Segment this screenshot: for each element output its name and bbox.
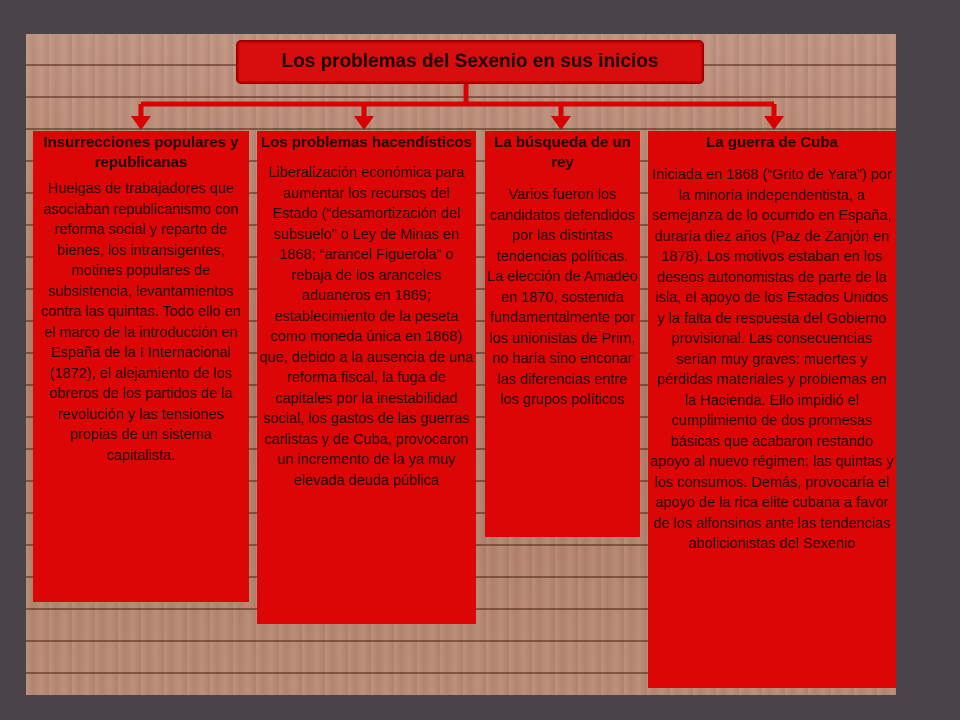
column-cuba [648, 131, 896, 688]
column-hacienda [257, 131, 476, 624]
column-body: Liberalización económica para aumentar los recursos del Estado (“desamortización del subsuelo” o Ley de Minas en 1868; “arancel Figuerola” o rebaja de los aranceles aduaneros en 1869; establecimiento de la peseta como moneda única en 1868) que, debido a la ausencia de una reforma fiscal, la fuga de capitales por la inestabilidad social, los gastos de las guerras carlistas y de Cuba, provocaron un incremento de la ya muy elevada deuda pública [259, 165, 474, 489]
arrowhead [764, 116, 784, 130]
column-heading: La guerra de Cuba [706, 134, 838, 151]
column-rey [485, 131, 640, 537]
column-heading: La búsqueda de un rey [494, 134, 631, 171]
arrowhead [551, 116, 571, 130]
diagram-title [236, 40, 704, 84]
column-body: Varios fueron los candidatos defendidos por las distintas tendencias políticas. La elección de Amadeo en 1870, sostenida fundamentalmente por los unionistas de Prim, no haría sino enconar las diferencias entre los grupos políticos [487, 187, 638, 408]
column-heading: Insurrecciones populares y republicanas [43, 134, 239, 171]
diagram-title-text: Los problemas del Sexenio en sus inicios [281, 51, 659, 72]
column-body: Iniciada en 1868 (“Grito de Yara”) por la minoría independentista, a semejanza de lo ocurrido en España, duraría diez años (Paz de Zanjón en 1878). Los motivos estaban en los deseos autonomistas de parte de la isla, el apoyo de los Estados Unidos y la falta de respuesta del Gobierno provisional. Las consecuencias serían muy graves: muertes y pérdidas materiales y problemas en la Hacienda. Ello impidió el cumplimiento de dos promesas básicas que acabaron restando apoyo al nuevo régimen: las quintas y los consumos. Demás, provocaría el apoyo de la rica elite cubana a favor de los alfonsinos ante las tendencias abolicionistas del Sexenio [650, 167, 894, 552]
arrowhead [354, 116, 374, 130]
column-insurrecciones [33, 131, 249, 602]
column-heading: Los problemas hacendísticos [261, 134, 472, 151]
column-body: Huelgas de trabajadores que asociaban republicanismo con reforma social y reparto de bienes, los intransigentes, motines populares de subsistencia, levantamientos contra las quintas. Todo ello en el marco de la introducción en España de la I Internacional (1872), el alejamiento de los obreros de los partidos de la revolución y las tensiones propias de un sistema capitalista. [41, 181, 241, 464]
arrowhead [131, 116, 151, 130]
